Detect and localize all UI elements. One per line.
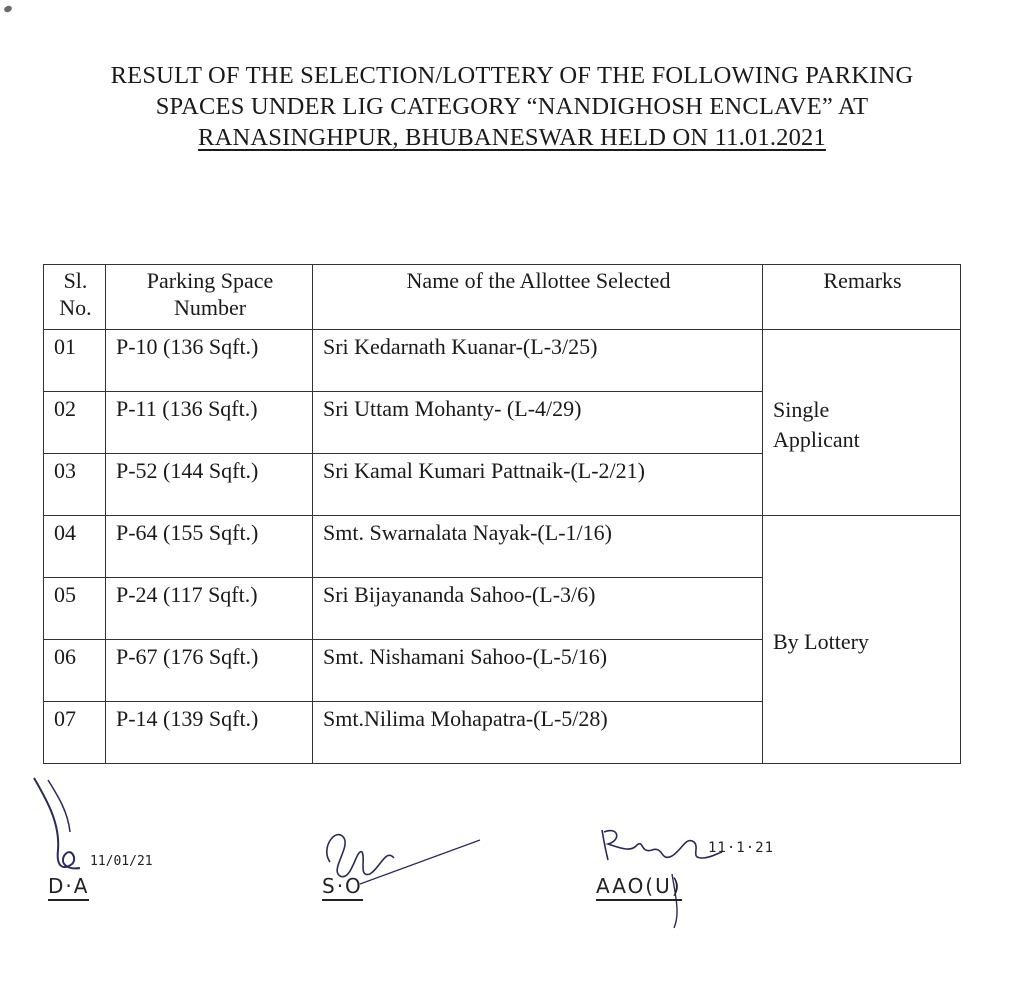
cell-allottee-name: Smt. Nishamani Sahoo-(L-5/16) — [313, 640, 763, 702]
da-date: 11/01/21 — [90, 854, 153, 869]
cell-allottee-name: Sri Kedarnath Kuanar-(L-3/25) — [313, 330, 763, 392]
allotment-table — [43, 264, 961, 764]
cell-parking-space: P-24 (117 Sqft.) — [106, 578, 313, 640]
so-label: S·O — [322, 874, 363, 898]
cell-allottee-name: Sri Kamal Kumari Pattnaik-(L-2/21) — [313, 454, 763, 516]
signature-so — [300, 818, 500, 908]
cell-sl-no: 02 — [44, 392, 106, 454]
cell-sl-no: 06 — [44, 640, 106, 702]
cell-sl-no: 05 — [44, 578, 106, 640]
header-parking-line1: Parking Space — [146, 268, 274, 293]
cell-allottee-name: Sri Uttam Mohanty- (L-4/29) — [313, 392, 763, 454]
cell-parking-space: P-11 (136 Sqft.) — [106, 392, 313, 454]
cell-parking-space: P-14 (139 Sqft.) — [106, 702, 313, 764]
cell-sl-no: 01 — [44, 330, 106, 392]
table-row — [44, 516, 961, 578]
header-parking-space — [106, 265, 313, 330]
remark-single-line1: Single — [773, 396, 830, 422]
header-remarks: Remarks — [763, 265, 961, 330]
table-row — [44, 330, 961, 392]
cell-sl-no: 03 — [44, 454, 106, 516]
title-line-2: SPACES UNDER LIG CATEGORY “NANDIGHOSH ENCLAVE” AT — [155, 93, 869, 120]
cell-parking-space: P-64 (155 Sqft.) — [106, 516, 313, 578]
header-sl-no — [44, 265, 106, 330]
title-line-3 — [0, 122, 1024, 153]
title-line-3-text: RANASINGHPUR, BHUBANESWAR HELD ON 11.01.2021 — [198, 124, 826, 151]
header-allottee-name: Name of the Allottee Selected — [313, 265, 763, 330]
cell-sl-no: 04 — [44, 516, 106, 578]
scan-speck — [3, 5, 13, 14]
cell-parking-space: P-52 (144 Sqft.) — [106, 454, 313, 516]
cell-parking-space: P-10 (136 Sqft.) — [106, 330, 313, 392]
signature-da — [28, 772, 198, 912]
da-label: D·A — [48, 874, 89, 898]
cell-remark-by-lottery: By Lottery — [763, 516, 961, 764]
cell-allottee-name: Sri Bijayananda Sahoo-(L-3/6) — [313, 578, 763, 640]
header-sl-line2: No. — [59, 295, 92, 320]
remark-single-line2: Applicant — [773, 426, 860, 452]
cell-sl-no: 07 — [44, 702, 106, 764]
cell-parking-space: P-67 (176 Sqft.) — [106, 640, 313, 702]
cell-allottee-name: Smt. Swarnalata Nayak-(L-1/16) — [313, 516, 763, 578]
signature-aao — [590, 818, 820, 938]
cell-allottee-name: Smt.Nilima Mohapatra-(L-5/28) — [313, 702, 763, 764]
aao-label: AAO(U) — [596, 874, 682, 898]
document-title — [0, 60, 1024, 153]
header-sl-line1: Sl. — [63, 268, 88, 293]
cell-remark-single-applicant — [763, 330, 961, 516]
aao-date: 11·1·21 — [708, 840, 775, 856]
header-parking-line2: Number — [173, 295, 247, 320]
table-header-row — [44, 265, 961, 330]
title-line-1: RESULT OF THE SELECTION/LOTTERY OF THE FOLLOWING PARKING — [110, 62, 914, 89]
